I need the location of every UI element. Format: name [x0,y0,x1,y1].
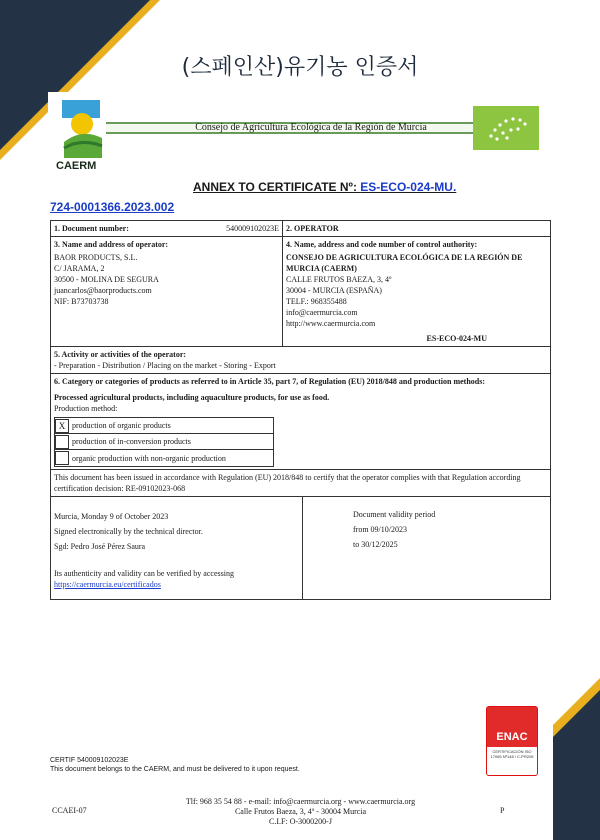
operator-nif: NIF: B73703738 [54,297,109,306]
annex-title-prefix: ANNEX TO CERTIFICATE Nº: [193,180,361,194]
table-row [51,470,550,497]
issued-statement: This document has been issued in accordance with Regulation (EU) 2018/848 to certify that the operator complies with that Regulation according certification decision: RE-09102023-068 [54,473,521,493]
council-name: Consejo de Agricultura Ecológica de la Región de Murcia [106,122,516,134]
contact-line: Calle Frutos Baeza, 3, 4º - 30004 Murcia [234,807,367,816]
activity-label: 5. Activity or activities of the operator: [54,350,187,359]
operator-address-label: 3. Name and address of operator: [54,240,169,249]
annex-title [193,180,456,194]
production-method-list [54,417,274,467]
belongs-notice: This document belongs to the CAERM, and must be delivered to it upon request. [50,766,300,773]
authority-phone: TELF.: 968355488 [286,297,347,306]
caerm-logo-icon [58,98,106,168]
contact-block [50,797,551,827]
enac-label: ENAC [487,707,537,747]
logo-text: CAERM [56,160,97,172]
document-number-label: 1. Document number: [54,224,129,233]
authority-label: 4. Name, address and code number of control authority: [286,240,478,249]
activity-value: - Preparation - Distribution / Placing on the market - Storing - Export [54,361,276,370]
table-row [51,374,550,470]
list-item [55,418,273,434]
operator-email: juancarlos@baorproducts.com [54,286,152,295]
page-title: (스페인산)유기농 인증서 [181,55,419,80]
operator-name: BAOR PRODUCTS, S.L. [54,253,138,262]
operator-city: 30500 - MOLINA DE SEGURA [54,275,159,284]
category-value: Processed agricultural products, including aquaculture products, for use as food. [54,393,330,402]
checkbox-mixed [55,451,69,465]
annex-code-part1: ES-ECO-024-MU. [360,180,457,194]
authority-email: info@caermurcia.com [286,308,358,317]
checkbox-label: production of in-conversion products [72,437,191,446]
list-item [55,450,273,466]
validity-label: Document validity period [353,510,436,519]
category-label: 6. Category or categories of products as referred to in Article 35, part 7, of Regulation (EU) 2018/848 and production methods: [54,377,485,386]
authority-street: CALLE FRUTOS BAEZA, 3, 4º [286,275,392,284]
checkbox-organic: X [55,419,69,433]
contact-line: Tlf: 968 35 54 88 - e-mail: info@caermurcia.org - www.caermurcia.org [185,797,416,806]
checkbox-label: organic production with non-organic production [72,453,226,463]
certificate-document [48,92,553,840]
checkbox-label: production of organic products [72,421,171,430]
annex-code-part2: 724-0001366.2023.002 [50,200,175,214]
operator-header: 2. OPERATOR [286,224,339,233]
authority-code: ES-ECO-024-MU [426,334,487,343]
validity-to: to 30/12/2025 [353,540,398,549]
authority-city: 30004 - MURCIA (ESPAÑA) [286,286,382,295]
footer-notice [50,756,551,774]
certif-number: CERTIF 540009102023E [50,757,129,764]
table-row [51,237,550,347]
operator-street: C/ JARAMA, 2 [54,264,105,273]
enac-subtext: CERTIFICACIÓN ISO 17065 Nº148 / C-PR205 [490,749,534,759]
signature-signed: Signed electronically by the technical director. [54,527,203,536]
authority-name: CONSEJO DE AGRICULTURA ECOLÓGICA DE LA REGIÓN DE MURCIA (CAERM) [286,253,523,273]
signature-date: Murcia, Monday 9 of October 2023 [54,512,169,521]
validity-from: from 09/10/2023 [353,525,407,534]
certificate-table [50,220,551,600]
table-row [51,347,550,374]
verify-link[interactable]: https://caermurcia.eu/certificados [54,580,161,589]
eu-organic-leaf-icon [473,106,539,150]
contact-line: C.I.F: O-3000200-J [269,817,332,826]
table-row [51,221,550,237]
authority-website: http://www.caermurcia.com [286,319,376,328]
table-row [51,497,550,599]
page-mark: P [500,806,505,815]
production-method-label: Production method: [54,404,118,413]
verify-text: Its authenticity and validity can be verified by accessing [54,569,234,578]
signature-name: Sgd: Pedro José Pérez Saura [54,542,146,551]
list-item [55,434,273,450]
checkbox-in-conversion [55,435,69,449]
document-number-value: 540009102023E [226,224,279,233]
form-code: CCAEI-07 [52,806,87,815]
